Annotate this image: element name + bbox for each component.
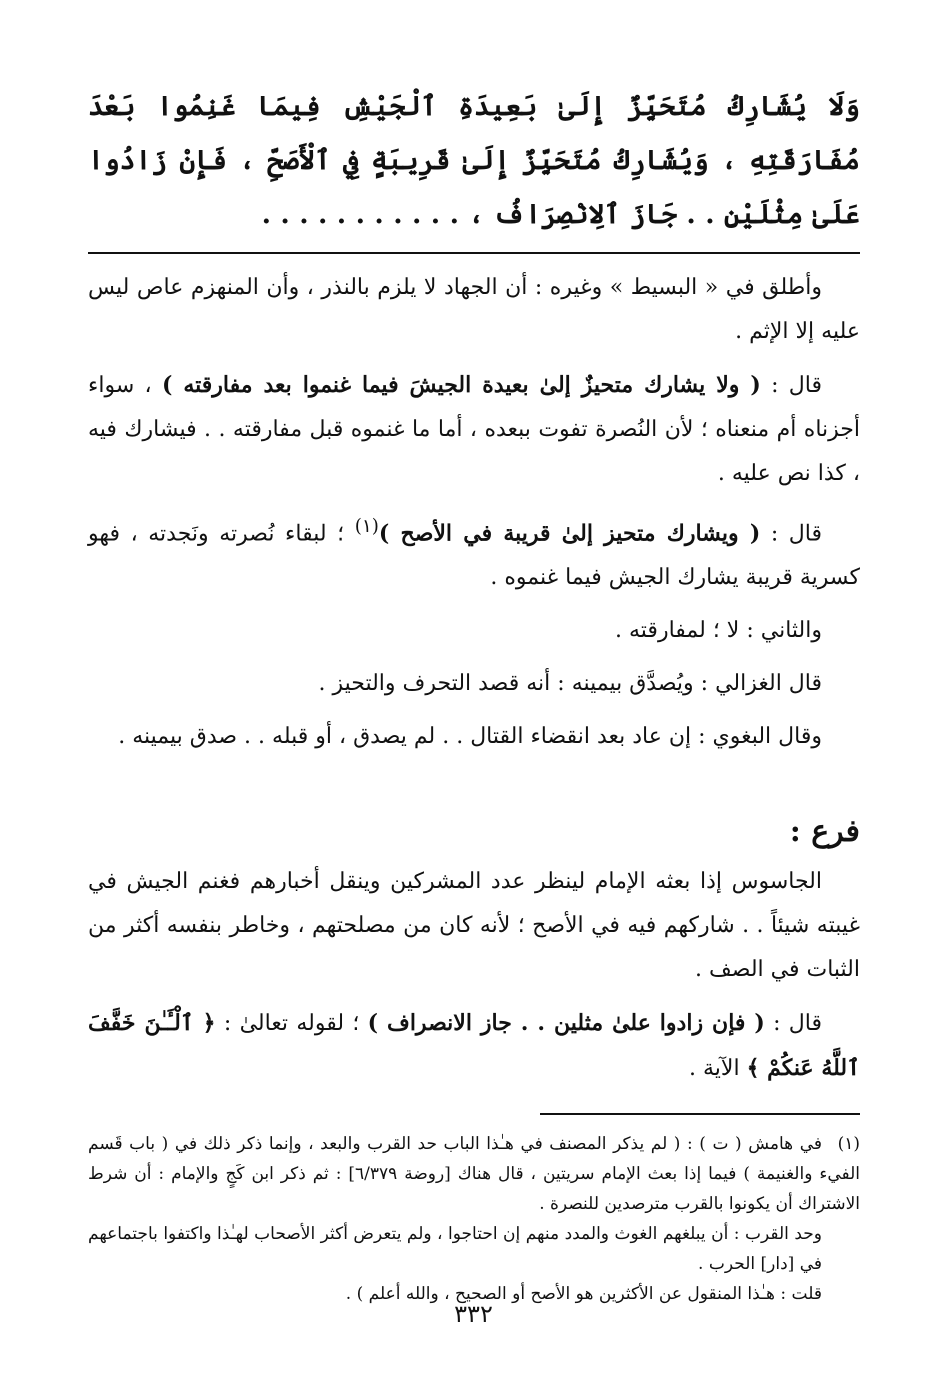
commentary-paragraph — [88, 505, 860, 600]
commentary-text: ؛ لبقاء نُصرته ونَجدته ، فهو كسرية قريبة يشارك الجيش فيما غنموه . — [88, 521, 860, 591]
qal-label: قال : — [760, 521, 823, 547]
qal-label: قال : — [760, 373, 823, 398]
matn-quote: ( ولا يشارك متحيزٌ إلىٰ بعيدة الجيشَ فيما غنموا بعد مفارقته ) — [161, 372, 761, 398]
qal-label: قال : — [764, 1011, 822, 1037]
matn-divider — [88, 252, 860, 254]
footnote-text: قلت : هـٰذا المنقول عن الأكثرين هو الأصح أو الصحيح ، والله أعلم ) . — [345, 1284, 822, 1305]
page-body — [88, 80, 860, 1309]
commentary-paragraph: قال الغزالي : ويُصدَّق بيمينه : أنه قصد التحرف والتحيز . — [318, 671, 822, 697]
commentary-text: ؛ لقوله تعالىٰ : — [215, 1011, 368, 1037]
matn-quote: ( ويشارك متحيز إلىٰ قريبة في الأصح ) — [378, 520, 761, 547]
commentary — [88, 266, 860, 1091]
quran-ayah: ﴿ ٱلْـَٔـٰنَ خَفَّفَ ٱللَّهُ عَنكُمْ ﴾ — [88, 1010, 860, 1082]
footnote-text: في هامش ( ت ) : ( لم يذكر المصنف في هـٰذا الباب حد القرب والبعد ، وإنما ذكر ذلك في ( باب قَسم الفيء والغنيمة ) فيما إذا بعث الإمام سريتين ، قال هناك [روضة ٦/٣٧٩] : ثم ذكر ابن كَجٍ والإمام : أن شرط الاشتراك أن يكونوا بالقرب مترصدين للنصرة . — [88, 1134, 860, 1215]
commentary-text: الآية . — [689, 1056, 747, 1082]
commentary-paragraph: وأطلق في « البسيط » وغيره : أن الجهاد لا يلزم بالنذر ، وأن المنهزم عاص ليس عليه إلا الإثم . — [88, 275, 860, 344]
footnote-divider — [540, 1113, 860, 1115]
commentary-paragraph: الجاسوس إذا بعثه الإمام لينظر عدد المشركين وينقل أخبارهم فغنم الجيش في غيبته شيئاً . . شاركهم فيه في الأصح ؛ لأنه كان من مصلحتهم ، وخاطر بنفسه أكثر من الثبات في الصف . — [88, 869, 860, 983]
footnote-text: وحد القرب : أن يبلغهم الغوث والمدد منهم إن احتاجوا ، ولم يتعرض أكثر الأصحاب لهـٰذا واكتفوا باجتماعهم في [دار] الحرب . — [88, 1224, 822, 1275]
section-heading: فرع : — [789, 814, 860, 850]
commentary-paragraph: والثاني : لا ؛ لمفارقته . — [615, 618, 822, 644]
commentary-paragraph — [88, 1001, 860, 1091]
matn-quote: ( فإن زادوا علىٰ مثلين . . جاز الانصراف ) — [367, 1010, 765, 1037]
matn-text: وَلَا يُشَارِكُ مُتَحَيِّزٌ إِلَىٰ بَعِيدَةِ ٱلْجَيْشِ فِيمَا غَنِمُوا بَعْدَ مُفَارَقَتِهِ ، وَيُشَارِكُ مُتَحَيِّزٌ إِلَىٰ قَرِيبَةٍ فِي ٱلْأَصَحِّ ، فَإِنْ زَادُوا عَلَىٰ مِثْلَيْنِ . . جَازَ ٱلِانْصِرَافُ ، . . . . . . . . . . . — [88, 91, 860, 230]
commentary-paragraph — [88, 363, 860, 496]
footnote-item — [88, 1129, 860, 1219]
commentary-text: ، سواء أجزناه أم منعناه ؛ لأن النُصرة تفوت ببعده ، أما ما غنموه قبل مفارقته . . فيشارك فيه ، كذا نص عليه . — [88, 373, 860, 486]
footnote-marker: (١) — [354, 516, 379, 537]
footnote-number: (١) — [837, 1134, 860, 1155]
commentary-paragraph: وقال البغوي : إن عاد بعد انقضاء القتال . . لم يصدق ، أو قبله . . صدق بيمينه . — [118, 724, 822, 750]
page-number: ٣٣٢ — [454, 1300, 493, 1328]
footnotes — [88, 1129, 860, 1309]
